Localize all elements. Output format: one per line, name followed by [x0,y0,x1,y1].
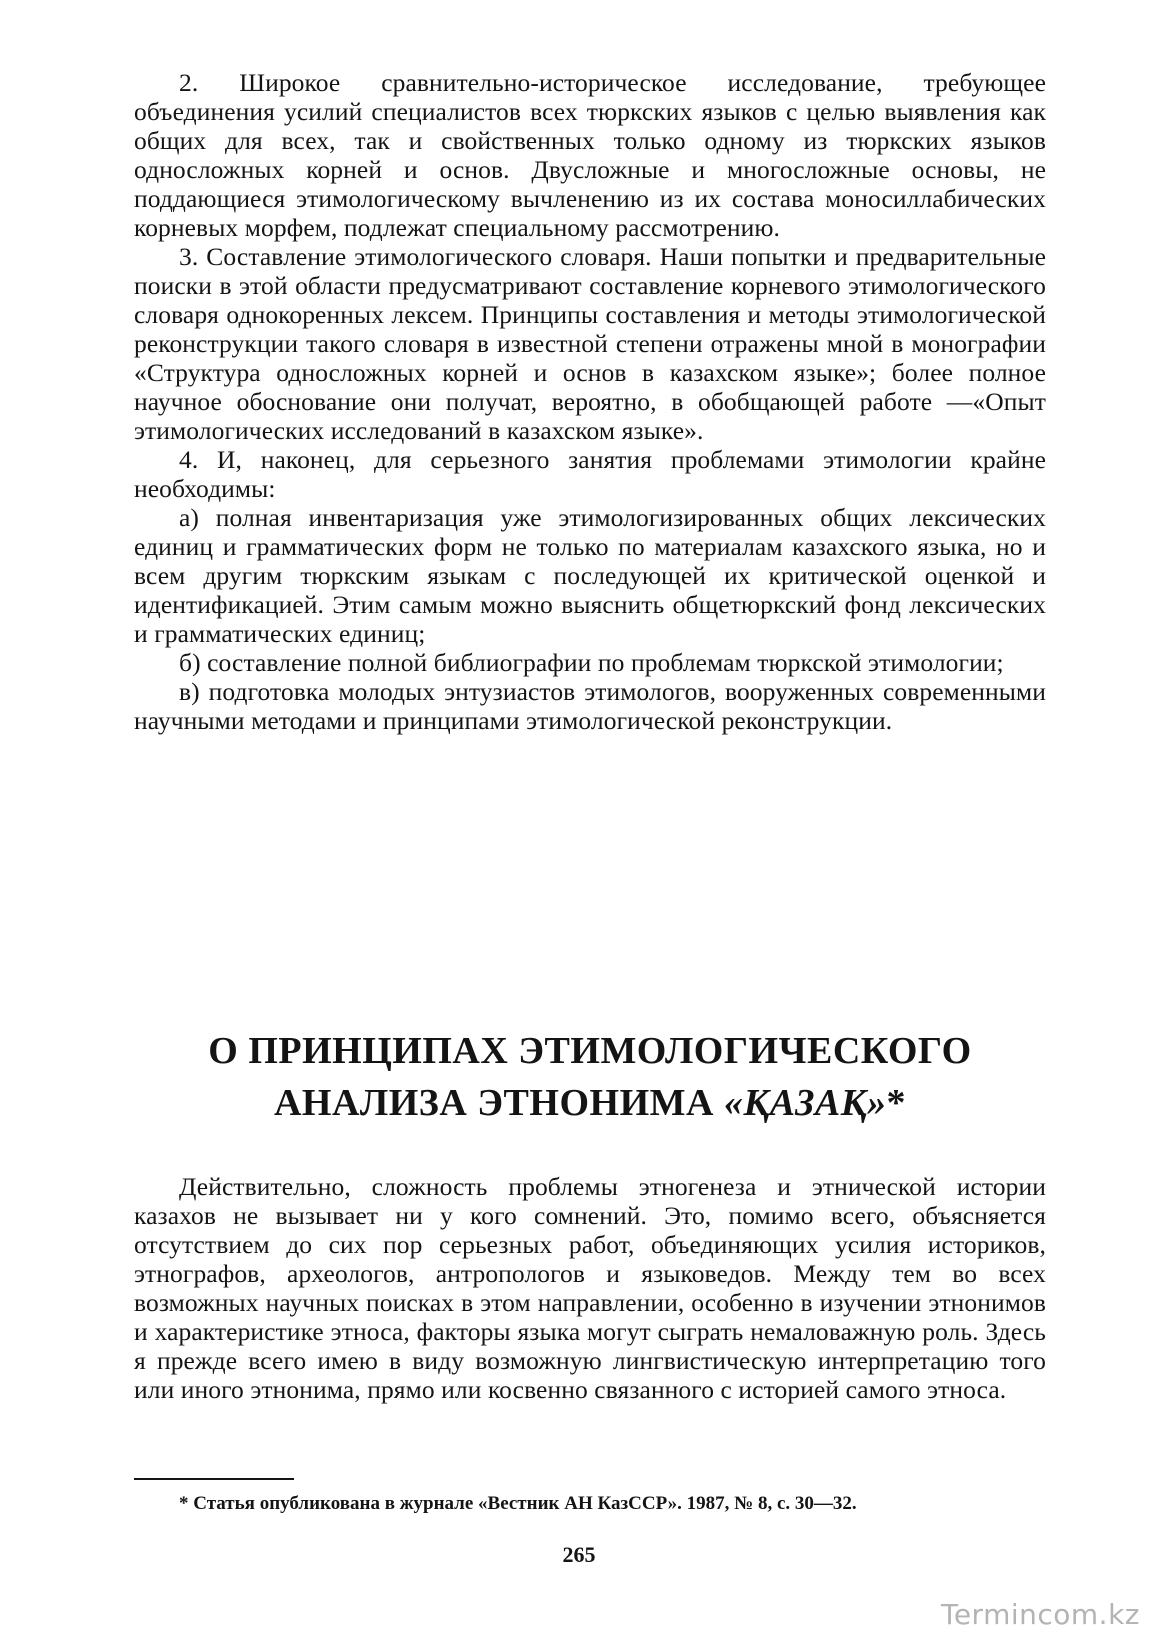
paragraph-3: 3. Составление этимологического словаря. Наши попытки и предварительные поиски в этой области предусматривают составление корневого этимологического словаря однокоренных лексем. Принципы составления и методы этимологической реконструкции такого словаря в известной степени отражены мной в монографии «Структура односложных корней и основ в казахском языке»; более полное научное обоснование они получат, вероятно, в обобщающей работе —«Опыт этимологических исследований в казахском языке». [134,242,1046,445]
section-title [134,1025,1046,1129]
footnote-mark: * [886,1082,907,1124]
section-title-kazak: «ҚАЗАҚ» [723,1082,887,1124]
section-title-line1: О ПРИНЦИПАХ ЭТИМОЛОГИЧЕСКОГО [208,1030,972,1072]
paragraph-2: 2. Широкое сравнительно-историческое исследование, требующее объединения усилий специалистов всех тюркских языков с целью выявления как общих для всех, так и свойственных только одному из тюркских языков односложных корней и основ. Двусложные и многосложные основы, не поддающиеся этимологическому вычленению из их состава моносиллабических корневых морфем, подлежат специальному рассмотрению. [134,68,1046,242]
section-title-line2 [134,1077,1046,1129]
watermark-logo: Termincom.kz [940,1598,1140,1631]
section-title-line2-text: АНАЛИЗА ЭТНОНИМА [273,1082,714,1124]
paragraph-4a: а) полная инвентаризация уже этимологизированных общих лексических единиц и грамматических форм не только по материалам казахского языка, но и всем другим тюркским языкам с последующей их критической оценкой и идентификацией. Этим самым можно выяснить общетюркский фонд лексических и грамматических единиц; [134,503,1046,648]
paragraph-4c: в) подготовка молодых энтузиастов этимологов, вооруженных современными научными методами и принципами этимологической реконструкции. [134,677,1046,735]
section-body [134,1172,1046,1404]
paragraph-4: 4. И, наконец, для серьезного занятия проблемами этимологии крайне необходимы: [134,445,1046,503]
main-text [134,68,1046,735]
section-body-paragraph: Действительно, сложность проблемы этногенеза и этнической истории казахов не вызывает ни у кого сомнений. Это, помимо всего, объясняется отсутствием до сих пор серьезных работ, объединяющих усилия историков, этнографов, археологов, антропологов и языковедов. Между тем во всех возможных научных поисках в этом направлении, особенно в изучении этнонимов и характеристике этноса, факторы языка могут сыграть немаловажную роль. Здесь я прежде всего имею в виду возможную лингвистическую интерпретацию того или иного этнонима, прямо или косвенно связанного с историей самого этноса. [134,1172,1046,1404]
page-number: 265 [562,1542,596,1567]
paragraph-4b: б) составление полной библиографии по проблемам тюркской этимологии; [179,648,1004,677]
footnote-divider [134,1478,294,1480]
footnote: * Статья опубликована в журнале «Вестник АН КазССР». 1987, № 8, с. 30—32. [179,1493,857,1514]
